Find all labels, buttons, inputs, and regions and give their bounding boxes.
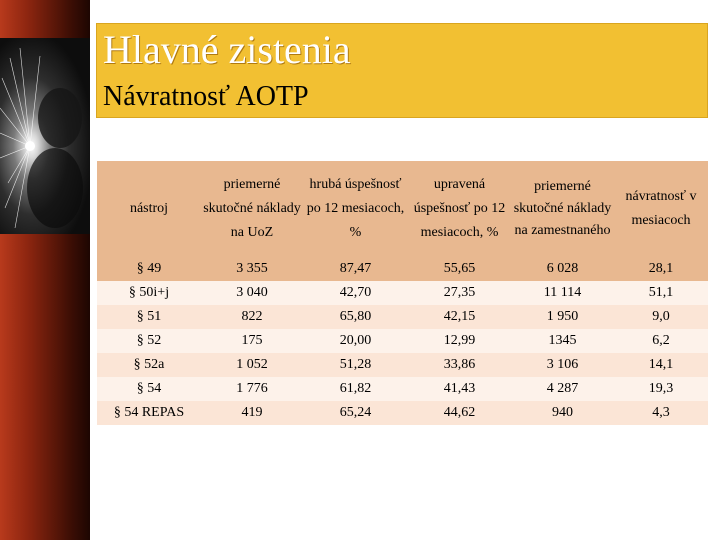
cell-avg-cost-uoz: 1 776	[201, 377, 303, 401]
cell-gross-success: 51,28	[303, 353, 408, 377]
table-row	[97, 305, 708, 329]
table-row	[97, 353, 708, 377]
table-row	[97, 329, 708, 353]
cell-avg-cost-employed: 4 287	[511, 377, 614, 401]
cell-gross-success: 87,47	[303, 257, 408, 281]
cell-avg-cost-employed: 3 106	[511, 353, 614, 377]
cell-adjusted-success: 42,15	[408, 305, 511, 329]
header-avg-cost-uoz: priemerné skutočné náklady na UoZ	[201, 161, 303, 257]
table-header-row	[97, 161, 708, 257]
table-row	[97, 377, 708, 401]
cell-payback-months: 6,2	[614, 329, 708, 353]
cell-avg-cost-employed: 6 028	[511, 257, 614, 281]
cell-avg-cost-uoz: 175	[201, 329, 303, 353]
table-row	[97, 401, 708, 425]
cell-avg-cost-uoz: 419	[201, 401, 303, 425]
cell-payback-months: 19,3	[614, 377, 708, 401]
header-avg-cost-employed: priemerné skutočné náklady na zamestnaného	[511, 161, 614, 257]
cell-gross-success: 42,70	[303, 281, 408, 305]
header-payback-months: návratnosť v mesiacoch	[614, 161, 708, 257]
cell-gross-success: 65,80	[303, 305, 408, 329]
cell-tool: § 52	[97, 329, 201, 353]
cell-payback-months: 28,1	[614, 257, 708, 281]
cell-adjusted-success: 55,65	[408, 257, 511, 281]
cell-avg-cost-uoz: 1 052	[201, 353, 303, 377]
cell-tool: § 54	[97, 377, 201, 401]
cell-payback-months: 9,0	[614, 305, 708, 329]
cell-adjusted-success: 41,43	[408, 377, 511, 401]
cell-tool: § 51	[97, 305, 201, 329]
cell-adjusted-success: 12,99	[408, 329, 511, 353]
cell-tool: § 52a	[97, 353, 201, 377]
welding-sparks-photo	[0, 38, 90, 234]
cell-avg-cost-employed: 940	[511, 401, 614, 425]
header-tool: nástroj	[97, 161, 201, 257]
cell-payback-months: 51,1	[614, 281, 708, 305]
cell-tool: § 49	[97, 257, 201, 281]
cell-avg-cost-employed: 1345	[511, 329, 614, 353]
cell-gross-success: 65,24	[303, 401, 408, 425]
cell-payback-months: 4,3	[614, 401, 708, 425]
roi-table	[97, 161, 708, 425]
header-adjusted-success: upravená úspešnosť po 12 mesiacoch, %	[408, 161, 511, 257]
cell-adjusted-success: 33,86	[408, 353, 511, 377]
slide-subtitle: Návratnosť AOTP	[103, 81, 309, 112]
cell-avg-cost-employed: 1 950	[511, 305, 614, 329]
table-row	[97, 257, 708, 281]
header-gross-success: hrubá úspešnosť po 12 mesiacoch, %	[303, 161, 408, 257]
cell-avg-cost-uoz: 3 040	[201, 281, 303, 305]
cell-payback-months: 14,1	[614, 353, 708, 377]
table-row	[97, 281, 708, 305]
cell-adjusted-success: 27,35	[408, 281, 511, 305]
slide-title: Hlavné zistenia	[103, 27, 351, 72]
cell-tool: § 50i+j	[97, 281, 201, 305]
cell-tool: § 54 REPAS	[97, 401, 201, 425]
cell-gross-success: 61,82	[303, 377, 408, 401]
cell-adjusted-success: 44,62	[408, 401, 511, 425]
cell-avg-cost-employed: 11 114	[511, 281, 614, 305]
cell-avg-cost-uoz: 3 355	[201, 257, 303, 281]
cell-avg-cost-uoz: 822	[201, 305, 303, 329]
cell-gross-success: 20,00	[303, 329, 408, 353]
